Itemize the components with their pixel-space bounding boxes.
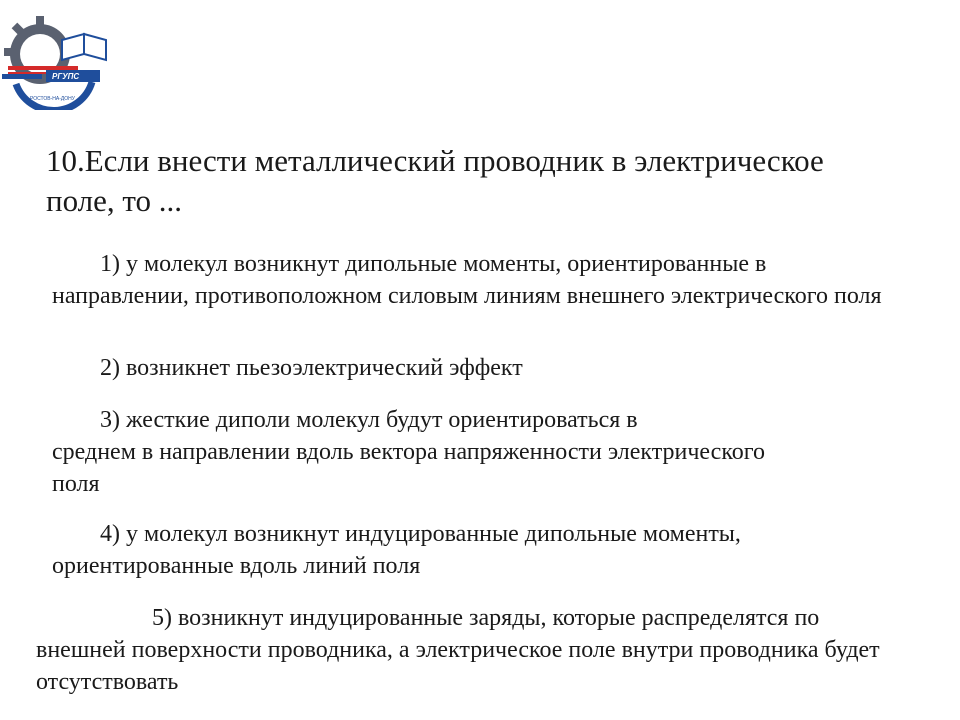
answer-3-continuation: среднем в направлении вдоль вектора напряженности электрического поля [52,439,766,497]
answer-4-continuation: ориентированные вдоль линий поля [52,553,421,579]
answer-4-first-line: 4) у молекул возникнут индуцированные дипольные моменты, [100,521,741,547]
answer-option-3 [52,404,772,500]
answer-option-4 [52,518,932,582]
answer-1-first-line: 1) у молекул возникнут дипольные моменты, ориентированные в [100,251,767,277]
answer-5-continuation: внешней поверхности проводника, а электрическое поле внутри проводника будет отсутствовать [36,637,880,695]
university-logo-icon [2,10,114,110]
university-logo [2,10,114,110]
answer-option-1 [52,248,932,312]
answer-3-first-line: 3) жесткие диполи молекул будут ориентироваться в [100,407,638,433]
question-text: 10.Если внести металлический проводник в электрическое поле, то ... [46,143,824,218]
answer-1-continuation: направлении, противоположном силовым линиям внешнего электрического поля [52,283,882,309]
answer-option-2 [52,352,932,384]
answer-2-first-line: 2) возникнет пьезоэлектрический эффект [100,355,523,381]
answer-option-5 [36,602,936,698]
logo-ring-text: РОСТОВ-НА-ДОНУ [30,96,75,102]
answer-5-first-line: 5) возникнут индуцированные заряды, которые распределятся по [152,605,820,631]
logo-label: РГУПС [52,72,80,81]
